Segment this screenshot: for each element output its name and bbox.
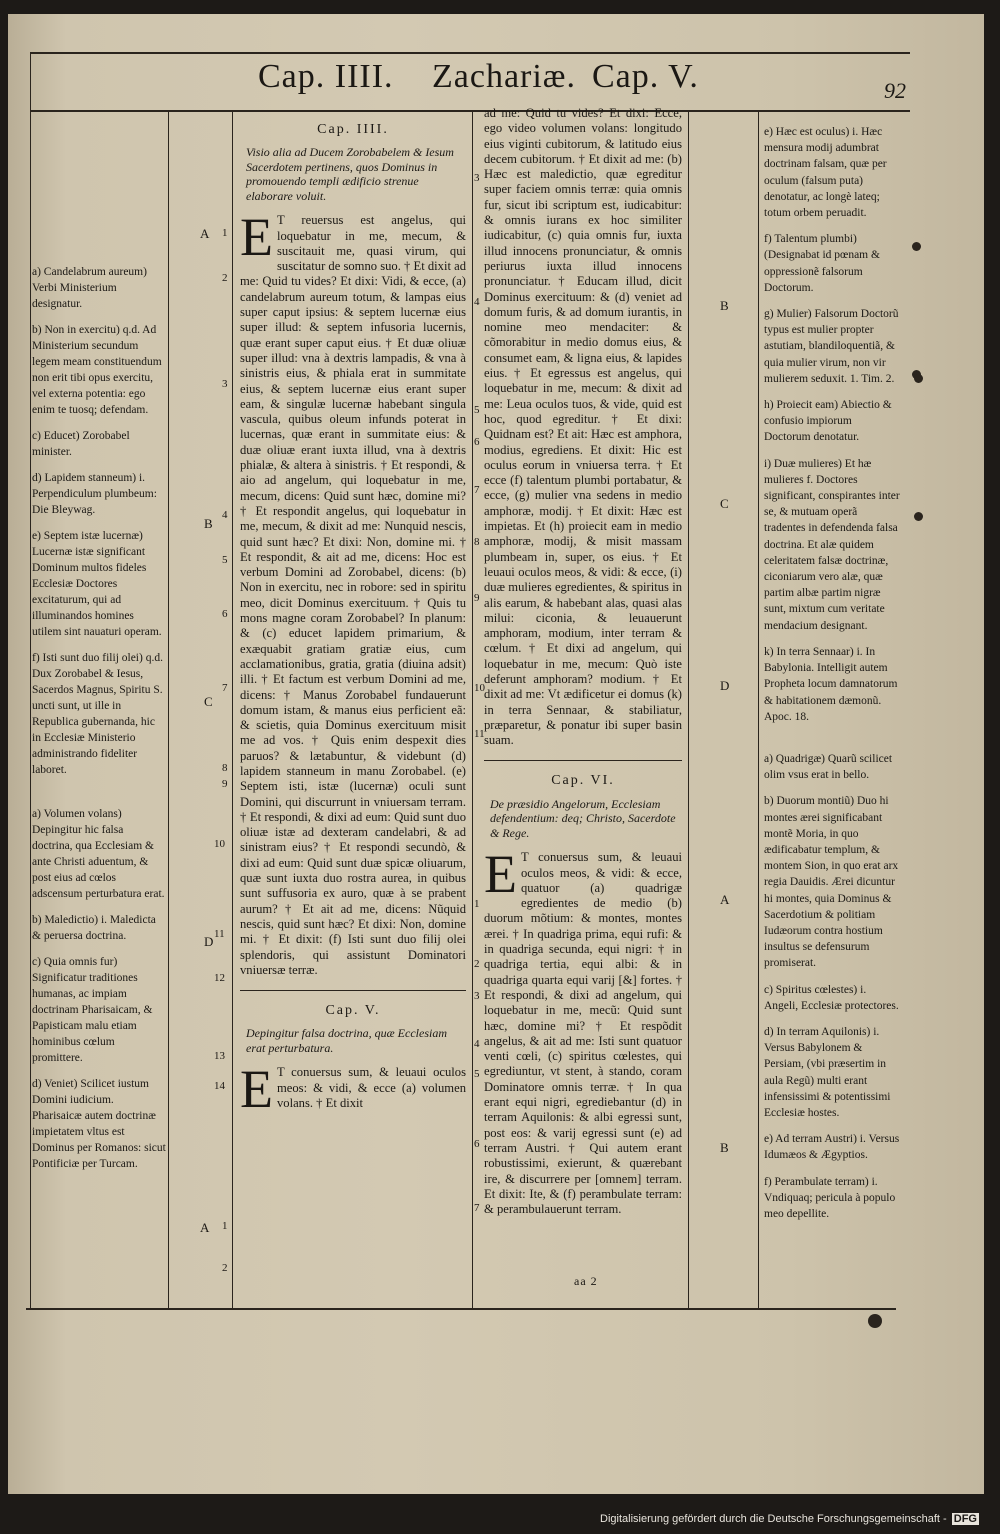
binding-hole — [914, 374, 923, 383]
right-note-rule — [758, 110, 759, 1308]
verse-number: 12 — [214, 972, 225, 984]
verse-number: 7 — [474, 1202, 480, 1214]
verse-number: 11 — [214, 928, 225, 940]
verse-number: 5 — [222, 554, 228, 566]
chapter-4-paragraph: T reuersus est angelus, qui loquebatur in me, mecum, & suscitauit me, quasi virum, qui suscitatur de somno suo. † Et dixit ad me: Quid tu vides? Et dixi: Vidi, & ecce, (a) candelabrum aureum totum, & lampas eius super caput ipsius: & septem lucernæ eius super illud: & septem infusoria lucernis, quæ erant super caput eius. † Et duæ oliuæ super illud: vna à dextris lampadis, & vna à sinistris eius, & phiala erat in summitate eius, & septem lucernæ eius erant super eam, & singulæ lucernæ habebant singula vascula, quibus oleum infunds poterat in lucernas, quæ erant in summitate eius: & duæ oliuæ erant iuxta illud, vna à dextris phialæ, & altera à sinistris. † Et respondi, & aio ad angelum, qui loquebatur in me, mecum, dicens: Quid sunt hæc, domine mi? † Et respondit angelus, qui loquebatur in me, mecum, & dixit ad me: Nunquid nescis, quid sunt hæc? Et dixi: Non, domine mi. † Et respondit, & ait ad me, dicens: Hoc est verbum Domini ad Zorobabel, dicens: (b) Non in exercitu, nec in robore: sed in spiritu meo, dicit Dominus exercituum. † Quis tu mons magne coram Zorobabel? In planum: & (c) educet lapidem primarium, & exæquabit gratiam gratiæ eius, cum acclamationibus, gratia, gratia (diuina adsit) illi. † Et factum est verbum Domini ad me, dicens: † Manus Zorobabel fundauerunt domum istam, & manus eius perficient eã: & scietis, quia Dominus exercituum misit me ad vos. † Quis enim despexit dies paruos? & lætabuntur, & videbunt (d) lapidem stanneum in manu Zorobabel. (e) Septem isti, istæ (lucernæ) oculi sunt Domini, qui discurrunt in vniuersam terram. † Et respondi, & dixi ad eum: Quid sunt duo oliuæ istæ ad dexteram candelabri, & ad sinistram eius? † Et respondi secundò, & dixi ad eum: Quid sunt duæ spicæ oliuarum, quæ sunt iuxta duo rostra aurea, in quibus sunt suffusoria ex auro, quæ à se prabent aurum? † Et ait ad me, dicens: Nũquid nescis, quid sunt hæc? Et dixi: Non, domine mi. † Et dixit: (f) Isti sunt duo filij olei splendoris, qui assistunt Dominatori vniuersæ terræ. — [240, 213, 466, 977]
digitization-credit — [600, 1513, 979, 1525]
drop-cap: E — [240, 207, 273, 268]
verse-number: 9 — [474, 592, 480, 604]
left-note: c) Educet) Zorobabel minister. — [32, 430, 130, 458]
running-head — [30, 54, 910, 110]
header-rule — [30, 110, 910, 112]
chapter-6-summary: De præsidio Angelorum, Ecclesiam defendentium: deq; Christo, Sacerdote & Rege. — [490, 796, 676, 840]
chapter-divider — [484, 760, 682, 761]
left-note: e) Septem istæ lucernæ) Lucernæ istæ significant Dominum multos fideles Ecclesiæ Doctores excitaturum, qui ad illuminandos homines utilem sint nauaturi operam. — [32, 530, 162, 638]
verse-number: 2 — [222, 1262, 228, 1274]
left-note: a) Candelabrum aureum) Verbi Ministerium designatur. — [32, 266, 147, 310]
verse-number: 3 — [474, 172, 480, 184]
verse-number: 8 — [474, 536, 480, 548]
left-note: f) Isti sunt duo filij olei) q.d. Dux Zorobabel & Iesus, Sacerdos Magnus, Spiritu S. uncti sunt, ut ille in Republica gubernanda, hic in Ecclesiæ Ministerio administrando fideliter laboret. — [32, 652, 163, 776]
verse-number: 1 — [474, 898, 480, 910]
verse-number: 9 — [222, 778, 228, 790]
verse-number: 4 — [474, 1038, 480, 1050]
dfg-logo: DFG — [953, 1513, 977, 1525]
right-note: i) Duæ mulieres) Et hæ mulieres f. Doctores significant, conspirantes inter se, & mutuam operã tradentes in defendenda falsa doctrina. Et alæ quidem celeritatem falsæ doctrinæ, ciconiarum vero alæ, quæ partim albæ partim nigræ sunt, mixtum cum veritate mendacium designant. — [764, 457, 900, 632]
verse-number: 2 — [474, 958, 480, 970]
section-mark: D — [720, 678, 730, 693]
verse-number: 3 — [474, 990, 480, 1002]
right-note: e) Ad terram Austri) i. Versus Idumæos & Ægyptios. — [764, 1133, 900, 1162]
section-mark: B — [720, 1140, 729, 1155]
header-book-title: Zachariæ. — [432, 58, 576, 95]
right-note: h) Proiecit eam) Abiectio & confusio impiorum Doctorum denotatur. — [764, 399, 892, 444]
left-note: a) Volumen volans) Depingitur hic falsa doctrina, qua Ecclesiam & ante Christi aduentum, & post eius ad cœlos adscensum perturbatura erat. — [32, 808, 165, 900]
verse-number: 3 — [222, 378, 228, 390]
section-mark: C — [204, 694, 213, 709]
verse-number: 4 — [474, 296, 480, 308]
main-column-2 — [484, 106, 682, 1217]
left-note: d) Lapidem stanneum) i. Perpendiculum plumbeum: Die Bleywag. — [32, 472, 157, 516]
signature-mark: aa 2 — [574, 1274, 598, 1288]
chapter-6-title: Cap. VI. — [551, 773, 615, 789]
right-note: g) Mulier) Falsorum Doctorũ typus est mulier propter astutiam, blandiloquentiã, & quia mulier virum, non vir mulierem seduxit. 1. Tim. 2. — [764, 308, 899, 385]
verse-number: 10 — [214, 838, 225, 850]
chapter-4-summary: Visio alia ad Ducem Zorobabelem & Iesum Sacerdotem pertinens, quos Dominus in promouendo templi ædificio strenue elaborare voluit. — [246, 145, 454, 203]
left-note: b) Non in exercitu) q.d. Ad Ministerium secundum legem meam constituendum non erit tibi opus exercitu, vel externa potentia: ego enim te tuosq; defendam. — [32, 324, 162, 416]
section-mark: B — [204, 516, 213, 531]
verse-number: 13 — [214, 1050, 225, 1062]
chapter-6-text — [484, 844, 682, 1217]
left-note: c) Quia omnis fur) Significatur traditiones humanas, ac impiam doctrinam Pharisaicam, & Papisticam malu etiam hominibus cœlum promittere. — [32, 956, 153, 1064]
binding-hole — [868, 1314, 882, 1328]
left-margin-notes — [32, 264, 166, 1182]
right-margin-notes — [764, 124, 900, 1232]
verse-number: 6 — [474, 1138, 480, 1150]
col2-right-rule — [688, 110, 689, 1308]
chapter-5-summary: Depingitur falsa doctrina, quæ Ecclesiam erat perturbatura. — [246, 1026, 447, 1055]
verse-number: 6 — [222, 608, 228, 620]
right-note: d) In terram Aquilonis) i. Versus Babylonem & Persiam, (vbi præsertim in aula Regũ) multi erant infensissimi & potentissimi Ecclesiæ hostes. — [764, 1025, 891, 1119]
book-page — [8, 14, 984, 1494]
chapter-5-paragraph: T conuersus sum, & leuaui oculos meos: & vidi, & ecce (a) volumen volans. † Et dixit — [277, 1065, 466, 1111]
right-note: a) Quadrigæ) Quarũ scilicet olim vsus erat in bello. — [764, 752, 893, 782]
chapter-4-text — [240, 207, 466, 978]
chapter-5-continued: ad me: Quid tu vides? Et dixi: Ecce, ego video volumen volans: longitudo eius viginti cubitorum, & latitudo eius decem cubitorum. † Et dixit ad me: (b) Hæc est maledictio, quæ egreditur super faciem omnis terræ: quia omnis fur, sicut ibi scriptum est, iudicabitur: & omnis iurans ex hoc similiter iudicabitur, (c) quia omnis fur, iuxta illud innocens pronunciatur, & omnis periurus iuxta illud innocens pronunciatur. † Educam illud, dicit Dominus exercituum: & (d) veniet ad domum furis, & ad domum iurantis, in nomine meo mendaciter: & cõmorabitur in medio domus eius, & consumet eam, & ligna eius, & lapides eius. † Et egressus est angelus, qui loquebatur in me, mecum: & dixit ad me: Leua oculos tuos, & vide, quid est hoc, quod egreditur. † Et dixi: Quidnam est? Et ait: Hæc est amphora, modius, egrediens. Et dixit: Hic est oculus eorum in vniuersa terra. † Et ecce (f) talentum plumbi portabatur, & ecce, (g) mulier vna sedens in medio amphoræ, modij. † Et dixit: Hæc est impietas. Et (h) proiecit eam in medio amphoræ, modij, & misit massam plumbeam in, super, os eius. † Et leuaui oculos meos, & vidi: & ecce, (i) duæ mulieres egredientes, & spiritus in alis earum, & habebant alas, quasi alas milui: ciconia, & leuauerunt amphoram, modium, inter terram & cœlum. † Et dixi ad angelum, qui loquebatur in me, mecum: Quò iste deferunt amphoram? modium. † Et dixit ad me: Vt ædificetur ei domus (k) in terra Sennaar, & stabiliatur, præparetur, & ponatur ibi super basin suam. — [484, 106, 682, 748]
right-note: k) In terra Sennaar) i. In Babylonia. Intelligit autem Propheta locum damnatorum & habitationem dæmonũ. Apoc. 18. — [764, 645, 898, 723]
verse-number: 7 — [222, 682, 228, 694]
drop-cap: E — [484, 844, 517, 905]
left-note-rule — [168, 110, 169, 1308]
verse-number: 2 — [222, 272, 228, 284]
right-note: b) Duorum montiũ) Duo hi montes ærei significabant montẽ Moria, in quo ædificabatur templum, & montem Sion, in quo erat arx regia Dauidis. Ærei dicuntur hi montes, quia Dominus & Sacerdotium & politiam Iudæorum contra hostium insultus se defensurum promiserat. — [764, 795, 899, 970]
left-note: d) Veniet) Scilicet iustum Domini iudicium. Pharisaicæ autem doctrinæ impietatem vltus est Dominus per Romanos: sicut Pontificiæ per Turcam. — [32, 1078, 166, 1170]
right-note: e) Hæc est oculus) i. Hæc mensura modij adumbrat doctrinam falsam, quæ per oculum (falsum puta) denotatur, ac longè lateq; totum orbem peruadit. — [764, 126, 887, 220]
main-column-1 — [240, 122, 466, 1120]
left-note: b) Maledictio) i. Maledicta & peruersa doctrina. — [32, 914, 156, 942]
drop-cap: E — [240, 1059, 273, 1120]
section-mark: A — [200, 226, 210, 241]
verse-number: 1 — [222, 1220, 228, 1232]
binding-hole — [912, 242, 921, 251]
section-mark: B — [720, 298, 729, 313]
section-mark: A — [200, 1220, 210, 1235]
chapter-5-title: Cap. V. — [325, 1003, 381, 1019]
verse-number: 5 — [474, 1068, 480, 1080]
chapter-6-paragraph: T conuersus sum, & leuaui oculos meos, & vidi: & ecce, quatuor (a) quadrigæ egredientes de medio (b) duorum mõtium: & montes, montes ærei. † In quadriga prima, equi rufi: & in quadriga secunda, equi nigri: † in quadriga tertia, equi albi: & in quadriga quarta equi varij [&] fortes. † Et respondi, & dixi ad angelum, qui loquebatur in me, mecũ: Quid sunt hæc, domine mi? † Et respõdit angelus, & ait ad me: Isti sunt quatuor venti cœli, (c) spiritus cœlestes, qui egrediuntur, vt stent, à stando, coram Dominatore omnis terræ. † In qua erant equi nigri, egrediebantur (d) in terram Aquilonis: & albi egressi sunt, post eos: & varij egressi sunt (e) ad terram Austri. † Qui autem erant robustissimi, exierunt, & quærebant ire, & discurrere per [omnem] terram. Et dixit: Ite, & (f) perambulate terram: & perambulauerunt terram. — [484, 850, 682, 1217]
verse-number: 6 — [474, 436, 480, 448]
binding-hole — [914, 512, 923, 521]
chapter-5-text — [240, 1059, 466, 1120]
right-note: f) Talentum plumbi) (Designabat id pœnam & oppressionẽ falsorum Doctorum. — [764, 233, 880, 294]
chapter-divider — [240, 990, 466, 991]
verse-number: 14 — [214, 1080, 225, 1092]
verse-number: 4 — [222, 509, 228, 521]
col1-left-rule — [232, 110, 233, 1308]
col-divider-rule — [472, 110, 473, 1308]
outer-left-rule — [30, 52, 31, 1308]
verse-number: 11 — [474, 728, 485, 740]
verse-number: 1 — [222, 227, 228, 239]
verse-number: 10 — [474, 682, 485, 694]
right-note: c) Spiritus cœlestes) i. Angeli, Ecclesiæ protectores. — [764, 983, 899, 1012]
page-number: 92 — [884, 78, 906, 103]
section-mark: A — [720, 892, 730, 907]
verse-number: 5 — [474, 404, 480, 416]
section-mark: D — [204, 934, 214, 949]
chapter-4-title: Cap. IIII. — [317, 122, 389, 137]
section-mark: C — [720, 496, 729, 511]
header-left-chapter: Cap. IIII. — [258, 58, 394, 95]
verse-number: 8 — [222, 762, 228, 774]
header-right-chapter: Cap. V. — [592, 58, 699, 95]
verse-number: 7 — [474, 484, 480, 496]
credit-text: Digitalisierung gefördert durch die Deutsche Forschungsgemeinschaft - — [600, 1513, 947, 1525]
right-note: f) Perambulate terram) i. Vndiquaq; pericula à populo meo depellite. — [764, 1175, 896, 1220]
bottom-rule — [26, 1308, 896, 1310]
